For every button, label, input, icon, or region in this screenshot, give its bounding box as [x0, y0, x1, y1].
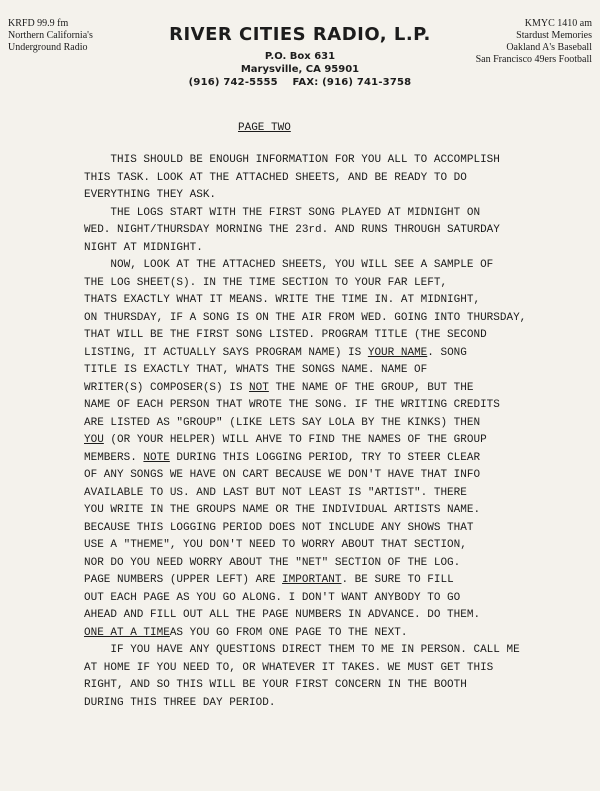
- body-text-segment: WED. NIGHT/THURSDAY MORNING THE 23rd. AND RUNS THROUGH SATURDAY: [84, 224, 500, 236]
- underlined-text: NOT: [249, 381, 269, 394]
- body-text-segment: DURING THIS LOGGING PERIOD, TRY TO STEER CLEAR: [169, 451, 481, 464]
- body-text-segment: THAT WILL BE THE FIRST SONG LISTED. PROGRAM TITLE (THE SECOND: [84, 329, 487, 341]
- underlined-text: YOUR NAME: [367, 346, 428, 359]
- body-text-segment: . BE SURE TO FILL: [341, 574, 454, 586]
- right-info-line: Stardust Memories: [516, 30, 592, 41]
- body-line: [84, 415, 584, 433]
- right-info-line: Oakland A's Baseball: [506, 42, 592, 53]
- body-line: [84, 485, 584, 503]
- left-info-line: Northern California's: [8, 30, 93, 41]
- page-heading: PAGE TWO: [238, 122, 291, 134]
- body-text-segment: AT HOME IF YOU NEED TO, OR WHATEVER IT TAKES. WE MUST GET THIS: [84, 661, 494, 674]
- body-text-segment: USE A "THEME", YOU DON'T NEED TO WORRY ABOUT THAT SECTION,: [84, 539, 467, 551]
- body-text-segment: THIS SHOULD BE ENOUGH INFORMATION FOR YOU ALL TO ACCOMPLISH: [84, 154, 500, 166]
- body-text-segment: AHEAD AND FILL OUT ALL THE PAGE NUMBERS IN ADVANCE. DO THEM.: [84, 609, 481, 621]
- company-name: RIVER CITIES RADIO, L.P.: [169, 24, 431, 45]
- body-text-segment: YOU WRITE IN THE GROUPS NAME OR THE INDIVIDUAL ARTISTS NAME.: [84, 504, 481, 516]
- body-text-segment: TITLE IS EXACTLY THAT, WHATS THE SONGS NAME. NAME OF: [84, 364, 428, 376]
- body-line: [84, 380, 584, 398]
- company-address: [150, 50, 450, 89]
- underlined-text: IMPORTANT: [282, 574, 342, 586]
- body-line: [84, 187, 584, 205]
- body-text-segment: ON THURSDAY, IF A SONG IS ON THE AIR FROM WED. GOING INTO THURSDAY,: [84, 311, 527, 324]
- body-line: [84, 152, 584, 170]
- body-line: [84, 170, 584, 188]
- body-line: [84, 292, 584, 310]
- body-line: [84, 450, 584, 468]
- body-text-segment: OF ANY SONGS WE HAVE ON CART BECAUSE WE DON'T HAVE THAT INFO: [84, 469, 481, 481]
- body-text-segment: MEMBERS.: [84, 451, 144, 464]
- body-line: [84, 642, 584, 660]
- body-text-segment: EVERYTHING THEY ASK.: [84, 189, 217, 201]
- body-line: [84, 677, 584, 695]
- body-text-segment: ARE LISTED AS "GROUP" (LIKE LETS SAY LOLA BY THE KINKS) THEN: [84, 416, 481, 429]
- left-info-line: KRFD 99.9 fm: [8, 18, 69, 29]
- body-line: [84, 590, 584, 608]
- body-line: [84, 240, 584, 258]
- right-info-line: KMYC 1410 am: [524, 18, 592, 29]
- body-line: [84, 467, 584, 485]
- underlined-text: ONE AT A TIME: [84, 626, 170, 639]
- body-text-segment: PAGE NUMBERS (UPPER LEFT) ARE: [84, 574, 283, 586]
- body-text-segment: NOW, LOOK AT THE ATTACHED SHEETS, YOU WILL SEE A SAMPLE OF: [84, 259, 494, 271]
- right-station-info: [422, 18, 592, 66]
- body-text-segment: THE LOG SHEET(S). IN THE TIME SECTION TO YOUR FAR LEFT,: [84, 276, 448, 289]
- left-info-line: Underground Radio: [8, 42, 88, 53]
- body-text-segment: BECAUSE THIS LOGGING PERIOD DOES NOT INCLUDE ANY SHOWS THAT: [84, 521, 474, 534]
- body-line: [84, 660, 584, 678]
- left-station-info: [8, 18, 138, 54]
- body-text-segment: LISTING, IT ACTUALLY SAYS PROGRAM NAME) IS: [84, 346, 368, 359]
- body-line: [84, 362, 584, 380]
- body-text-segment: THATS EXACTLY WHAT IT MEANS. WRITE THE TIME IN. AT MIDNIGHT,: [84, 294, 481, 306]
- letter-body: [84, 152, 584, 712]
- body-text-segment: OUT EACH PAGE AS YOU GO ALONG. I DON'T WANT ANYBODY TO GO: [84, 591, 461, 604]
- body-text-segment: NOR DO YOU NEED WORRY ABOUT THE "NET" SECTION OF THE LOG.: [84, 556, 461, 569]
- body-line: [84, 397, 584, 415]
- body-text-segment: IF YOU HAVE ANY QUESTIONS DIRECT THEM TO ME IN PERSON. CALL ME: [84, 644, 520, 656]
- body-text-segment: AS YOU GO FROM ONE PAGE TO THE NEXT.: [169, 626, 408, 639]
- body-text-segment: WRITER(S) COMPOSER(S) IS: [84, 381, 250, 394]
- fax-number: FAX: (916) 741-3758: [292, 77, 412, 88]
- body-text-segment: . SONG: [427, 346, 467, 359]
- body-line: [84, 310, 584, 328]
- right-info-line: San Francisco 49ers Football: [475, 54, 592, 65]
- body-line: [84, 432, 584, 450]
- body-text-segment: AVAILABLE TO US. AND LAST BUT NOT LEAST IS "ARTIST". THERE: [84, 486, 467, 499]
- body-text-segment: NIGHT AT MIDNIGHT.: [84, 241, 203, 254]
- body-line: [84, 345, 584, 363]
- address-line: P.O. Box 631: [264, 51, 336, 62]
- underlined-text: NOTE: [143, 451, 170, 464]
- body-line: [84, 607, 584, 625]
- body-line: [84, 275, 584, 293]
- body-text-segment: (OR YOUR HELPER) WILL AHVE TO FIND THE NAMES OF THE GROUP: [103, 434, 487, 446]
- body-line: [84, 695, 584, 713]
- body-line: [84, 537, 584, 555]
- body-text-segment: NAME OF EACH PERSON THAT WROTE THE SONG. IF THE WRITING CREDITS: [84, 399, 500, 411]
- body-text-segment: THE LOGS START WITH THE FIRST SONG PLAYED AT MIDNIGHT ON: [84, 206, 481, 219]
- body-text-segment: THE NAME OF THE GROUP, BUT THE: [268, 381, 474, 394]
- underlined-text: YOU: [84, 434, 104, 446]
- body-text-segment: THIS TASK. LOOK AT THE ATTACHED SHEETS, AND BE READY TO DO: [84, 171, 467, 184]
- body-line: [84, 222, 584, 240]
- body-text-segment: RIGHT, AND SO THIS WILL BE YOUR FIRST CONCERN IN THE BOOTH: [84, 679, 467, 691]
- body-line: [84, 572, 584, 590]
- body-line: [84, 520, 584, 538]
- address-line: Marysville, CA 95901: [240, 64, 360, 75]
- phone-number: (916) 742-5555: [188, 77, 278, 88]
- body-line: [84, 502, 584, 520]
- phone-fax-line: [150, 76, 450, 89]
- body-text-segment: DURING THIS THREE DAY PERIOD.: [84, 696, 276, 709]
- body-line: [84, 257, 584, 275]
- body-line: [84, 625, 584, 643]
- body-line: [84, 205, 584, 223]
- body-line: [84, 327, 584, 345]
- body-line: [84, 555, 584, 573]
